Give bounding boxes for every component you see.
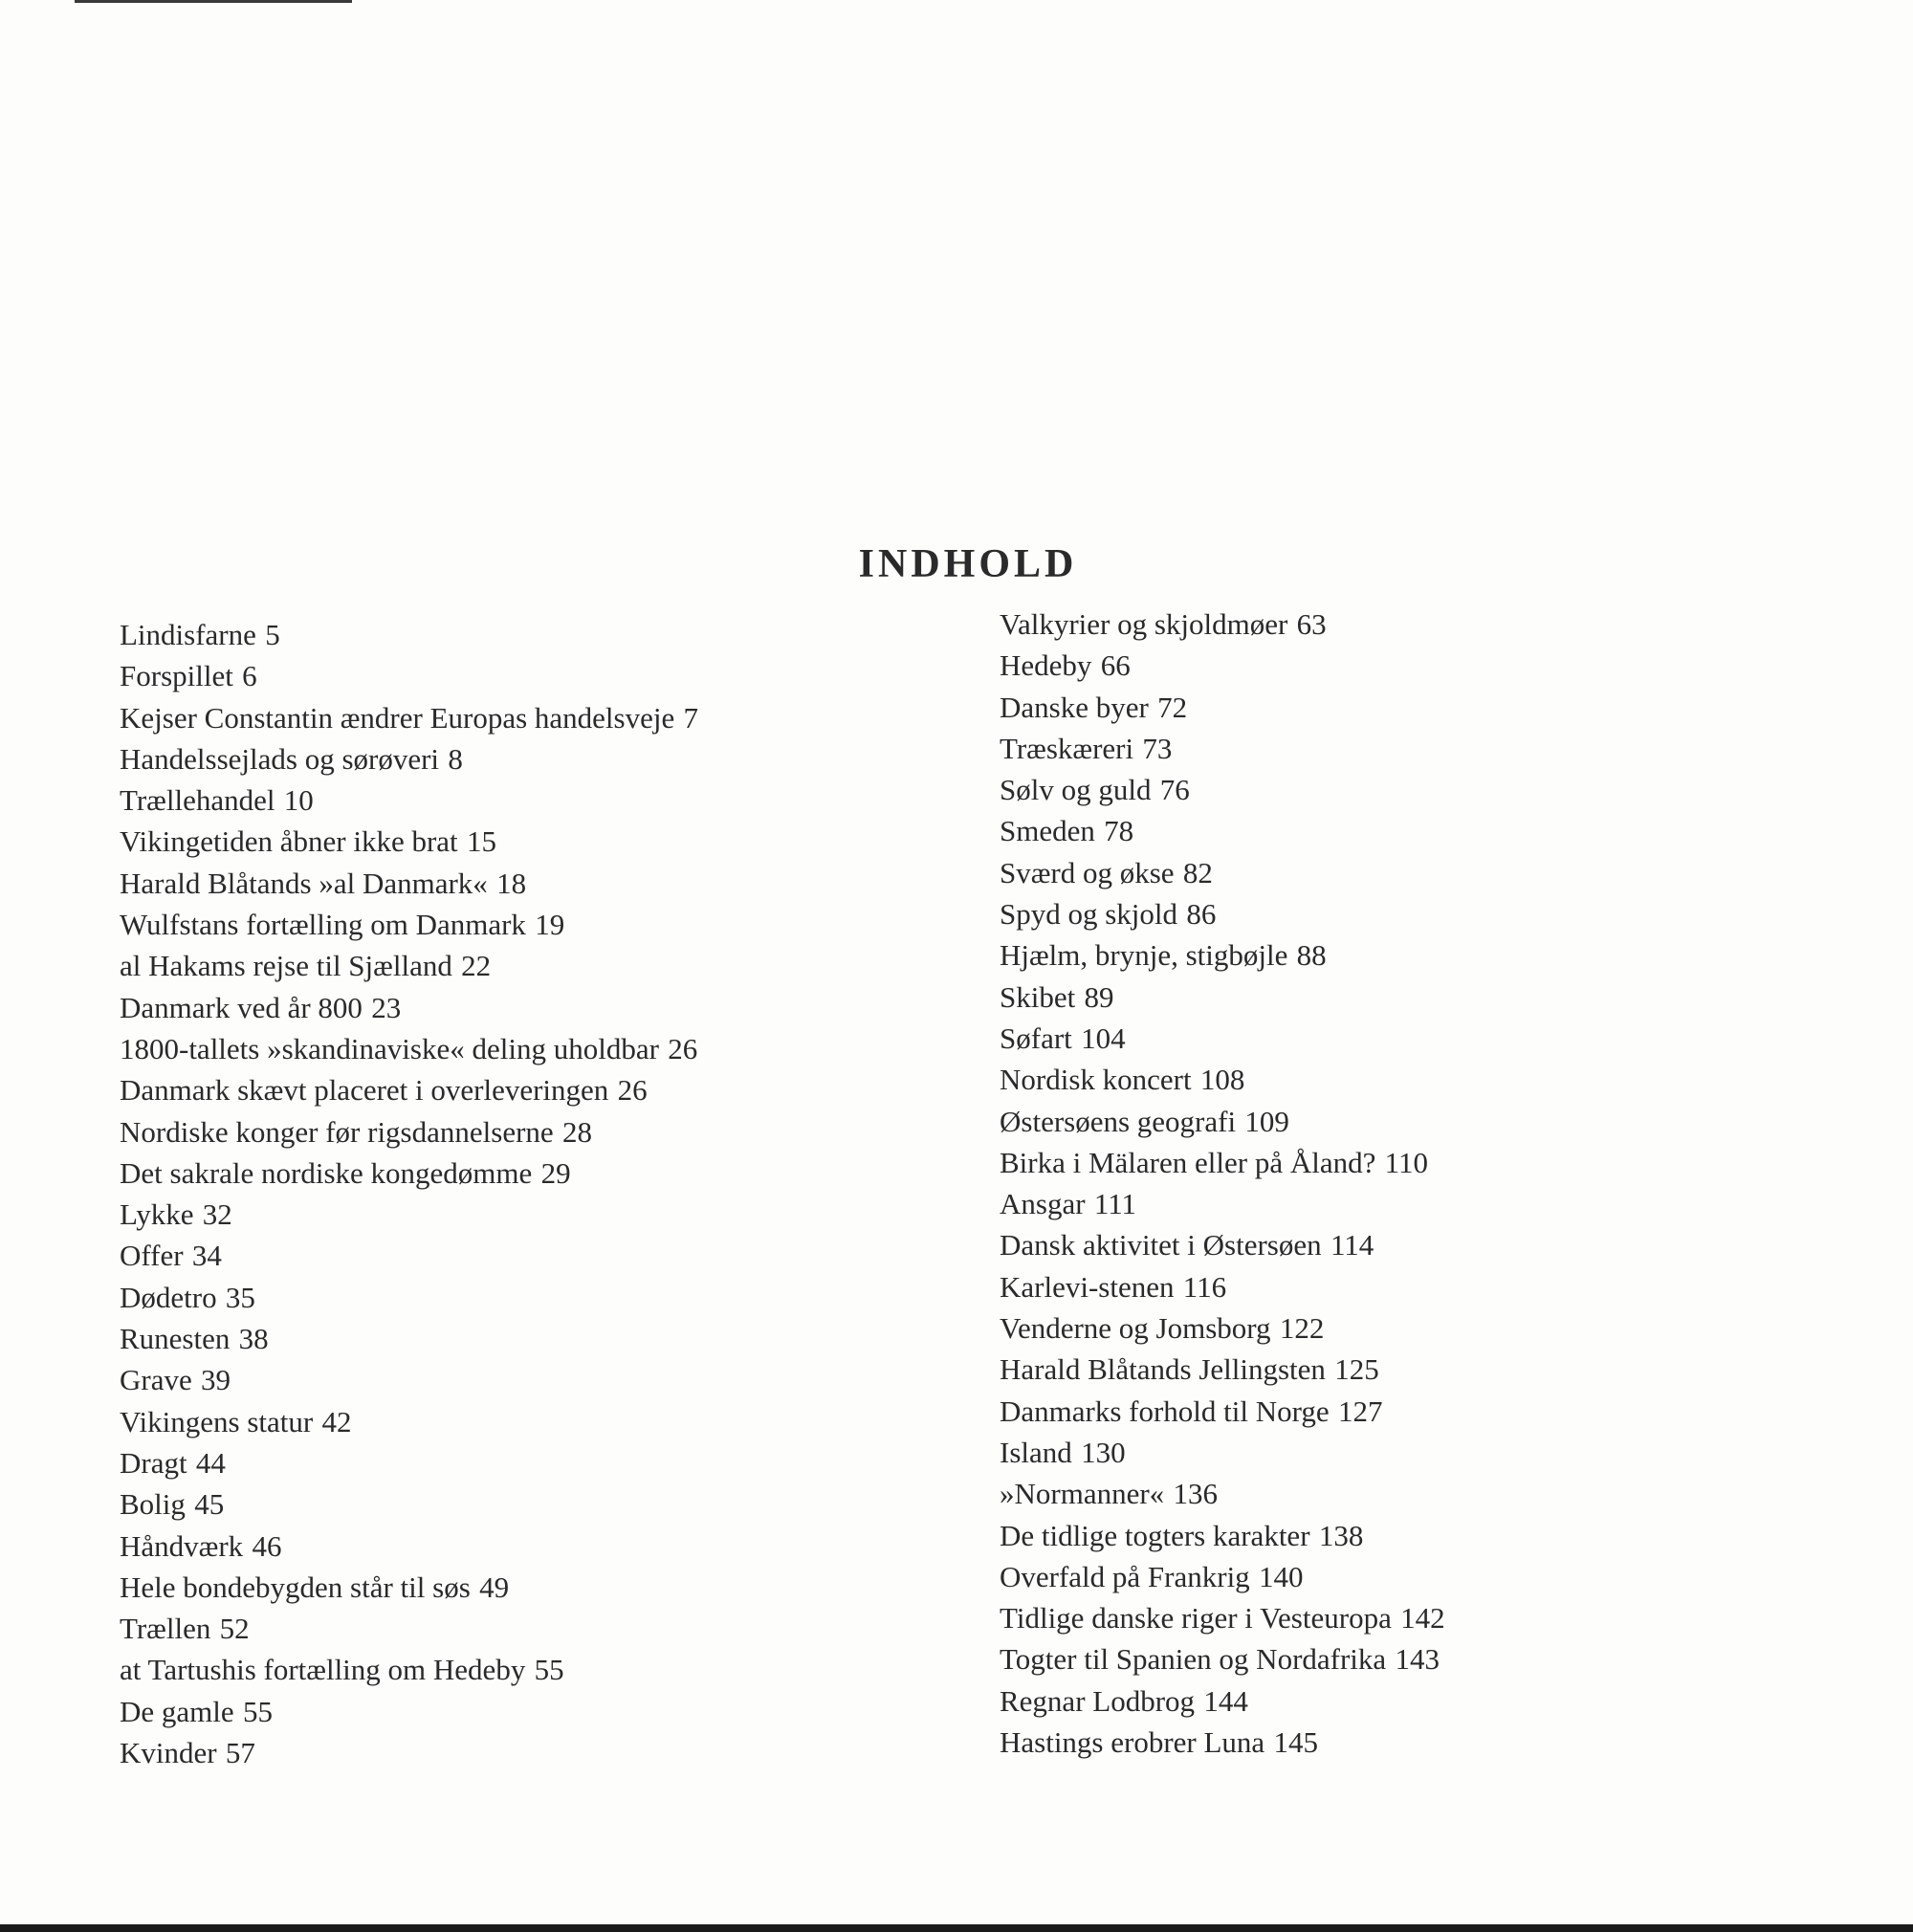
toc-entry [120, 1649, 698, 1690]
toc-entry [1000, 645, 1445, 686]
toc-entry-title: Kvinder [120, 1736, 217, 1770]
toc-entry [1000, 852, 1445, 893]
toc-entry-page: 66 [1100, 648, 1131, 683]
toc-entry [1000, 934, 1445, 976]
toc-entry-title: Danmark ved år 800 [120, 990, 363, 1024]
toc-entry-page: 5 [265, 618, 280, 651]
toc-entry-title: Karlevi-stenen [1000, 1269, 1175, 1304]
toc-entry-title: Lindisfarne [120, 618, 256, 651]
bottom-edge [0, 1924, 1913, 1932]
toc-entry-title: Dødetro [120, 1280, 217, 1314]
toc-entry [120, 1567, 698, 1608]
toc-entry-page: 140 [1258, 1559, 1304, 1593]
toc-entry-page: 29 [540, 1155, 571, 1190]
toc-entry [120, 1028, 698, 1069]
toc-entry-title: Søfart [1000, 1021, 1072, 1055]
toc-entry-page: 136 [1173, 1477, 1218, 1511]
toc-entry-page: 42 [321, 1404, 352, 1438]
toc-entry-title: Hedeby [1000, 648, 1092, 683]
toc-entry-title: Togter til Spanien og Nordafrika [1000, 1642, 1387, 1677]
toc-entry-title: De gamle [120, 1694, 234, 1728]
toc-entry-title: 1800-tallets »skandinaviske« deling uholdbar [120, 1031, 659, 1065]
toc-entry-page: 28 [561, 1114, 592, 1149]
toc-entry [120, 1608, 698, 1649]
toc-entry [120, 1483, 698, 1525]
toc-entry-title: Nordiske konger før rigsdannelserne [120, 1114, 554, 1149]
toc-entry-title: Offer [120, 1239, 184, 1273]
toc-entry-page: 45 [194, 1487, 225, 1522]
toc-column-right [1000, 604, 1445, 1763]
toc-entry-page: 138 [1318, 1518, 1364, 1552]
toc-entry-title: Lykke [120, 1197, 194, 1232]
toc-entry-page: 86 [1186, 897, 1217, 932]
toc-entry-page: 111 [1093, 1187, 1137, 1221]
toc-entry-title: Spyd og skjold [1000, 897, 1178, 932]
toc-entry-title: Dragt [120, 1445, 187, 1480]
toc-entry-title: Harald Blåtands Jellingsten [1000, 1352, 1326, 1387]
toc-entry [1000, 977, 1445, 1018]
toc-entry-page: 78 [1104, 814, 1134, 848]
toc-entry-title: Vikingetiden åbner ikke brat [120, 824, 458, 859]
toc-entry [120, 697, 698, 738]
toc-column-left [120, 614, 698, 1773]
toc-entry-title: Håndværk [120, 1528, 244, 1563]
toc-entry-title: Runesten [120, 1322, 231, 1356]
toc-entry-title: Kejser Constantin ændrer Europas handelsveje [120, 700, 675, 735]
toc-entry [1000, 810, 1445, 851]
toc-entry-page: 88 [1296, 938, 1327, 973]
toc-entry-title: Sølv og guld [1000, 773, 1152, 807]
toc-entry [1000, 1638, 1445, 1680]
toc-entry-page: 55 [242, 1694, 273, 1728]
toc-entry [1000, 1473, 1445, 1514]
toc-entry-title: Danmark skævt placeret i overleveringen [120, 1073, 609, 1108]
toc-entry-page: 109 [1244, 1104, 1289, 1138]
toc-entry-page: 15 [466, 824, 496, 859]
toc-entry-title: De tidlige togters karakter [1000, 1518, 1310, 1552]
toc-entry [120, 779, 698, 821]
toc-entry-title: Valkyrier og skjoldmøer [1000, 607, 1288, 641]
toc-entry-page: 8 [448, 741, 463, 776]
toc-entry [1000, 1307, 1445, 1349]
toc-entry-page: 18 [496, 866, 527, 900]
toc-entry-page: 130 [1081, 1435, 1126, 1469]
toc-entry-page: 35 [225, 1280, 255, 1314]
toc-entry-page: 143 [1395, 1642, 1440, 1677]
toc-entry-title: Smeden [1000, 814, 1095, 848]
toc-entry [120, 1359, 698, 1400]
toc-entry-title: Vikingens statur [120, 1404, 314, 1438]
toc-entry [120, 1318, 698, 1359]
toc-entry [120, 1732, 698, 1773]
toc-entry [1000, 604, 1445, 645]
toc-entry-page: 57 [225, 1736, 255, 1770]
toc-entry-page: 19 [535, 908, 565, 942]
toc-entry-page: 6 [242, 659, 257, 693]
toc-entry [1000, 1018, 1445, 1059]
toc-entry-page: 46 [252, 1528, 282, 1563]
toc-entry [120, 1277, 698, 1318]
toc-entry [120, 738, 698, 779]
toc-entry-title: Wulfstans fortælling om Danmark [120, 908, 526, 942]
toc-entry-title: Danske byer [1000, 690, 1149, 724]
toc-entry [120, 614, 698, 655]
toc-entry [120, 821, 698, 862]
toc-entry-title: Trællehandel [120, 783, 275, 818]
toc-entry-title: Hjælm, brynje, stigbøjle [1000, 938, 1288, 973]
toc-entry [120, 1069, 698, 1110]
toc-entry-title: Handelssejlads og sørøveri [120, 741, 440, 776]
toc-entry-title: al Hakams rejse til Sjælland [120, 949, 452, 983]
toc-entry [1000, 893, 1445, 934]
toc-entry-title: Dansk aktivitet i Østersøen [1000, 1228, 1322, 1262]
toc-entry [1000, 1432, 1445, 1473]
toc-entry-page: 34 [191, 1239, 222, 1273]
toc-entry [1000, 1349, 1445, 1390]
toc-entry [120, 1111, 698, 1153]
toc-entry [1000, 1142, 1445, 1183]
toc-entry [120, 863, 698, 904]
toc-entry-title: at Tartushis fortælling om Hedeby [120, 1653, 526, 1687]
toc-entry-page: 63 [1296, 607, 1327, 641]
toc-entry-page: 55 [534, 1653, 564, 1687]
toc-entry-title: Ansgar [1000, 1187, 1086, 1221]
toc-entry [1000, 1515, 1445, 1556]
toc-entry-page: 89 [1084, 979, 1114, 1014]
toc-entry [1000, 1680, 1445, 1722]
toc-entry-title: Regnar Lodbrog [1000, 1683, 1196, 1718]
toc-entry [1000, 1597, 1445, 1638]
toc-entry-page: 73 [1142, 731, 1173, 765]
toc-entry-title: Island [1000, 1435, 1072, 1469]
toc-entry-page: 32 [202, 1197, 232, 1232]
toc-entry-title: Hele bondebygden står til søs [120, 1570, 471, 1604]
toc-entry-page: 114 [1330, 1228, 1374, 1262]
page-title: INDHOLD [858, 542, 1078, 587]
toc-entry [1000, 1059, 1445, 1100]
toc-entry-page: 7 [683, 700, 699, 735]
toc-entry-page: 10 [283, 783, 314, 818]
toc-entry-title: Birka i Mälaren eller på Åland? [1000, 1145, 1376, 1179]
toc-entry-title: Træskæreri [1000, 731, 1134, 765]
toc-entry [1000, 769, 1445, 810]
toc-entry-page: 127 [1337, 1394, 1383, 1428]
toc-entry-title: Danmarks forhold til Norge [1000, 1394, 1330, 1428]
toc-entry-page: 44 [195, 1445, 226, 1480]
toc-entry [120, 1526, 698, 1567]
toc-entry-title: Forspillet [120, 659, 233, 693]
toc-entry-page: 144 [1203, 1683, 1248, 1718]
toc-entry-title: Overfald på Frankrig [1000, 1559, 1250, 1593]
toc-entry [1000, 687, 1445, 728]
toc-entry [120, 1235, 698, 1276]
toc-entry-title: Østersøens geografi [1000, 1104, 1237, 1138]
toc-entry-page: 38 [238, 1322, 269, 1356]
toc-entry-title: Skibet [1000, 979, 1076, 1014]
top-rule [75, 0, 352, 3]
toc-entry [120, 1194, 698, 1235]
toc-entry-title: Harald Blåtands »al Danmark« [120, 866, 488, 900]
toc-entry [1000, 1101, 1445, 1142]
toc-entry [1000, 1722, 1445, 1763]
toc-entry-page: 52 [219, 1612, 250, 1646]
toc-entry-page: 110 [1384, 1145, 1429, 1179]
toc-entry [120, 987, 698, 1028]
toc-entry [1000, 1266, 1445, 1307]
toc-entry [120, 1442, 698, 1483]
toc-entry [1000, 1391, 1445, 1432]
toc-entry-page: 23 [371, 990, 402, 1024]
toc-entry [120, 945, 698, 986]
toc-entry-title: Det sakrale nordiske kongedømme [120, 1155, 533, 1190]
toc-entry-page: 116 [1182, 1269, 1227, 1304]
toc-entry-page: 125 [1334, 1352, 1379, 1387]
toc-entry-title: Hastings erobrer Luna [1000, 1725, 1265, 1760]
toc-entry-page: 145 [1273, 1725, 1318, 1760]
toc-entry [1000, 1224, 1445, 1265]
toc-entry [1000, 728, 1445, 769]
toc-entry-page: 26 [617, 1073, 648, 1108]
toc-entry-title: Tidlige danske riger i Vesteuropa [1000, 1601, 1392, 1636]
toc-entry-page: 26 [668, 1031, 698, 1065]
toc-entry-page: 82 [1182, 855, 1213, 889]
toc-entry-title: Grave [120, 1363, 192, 1397]
toc-entry-page: 108 [1199, 1063, 1245, 1097]
toc-entry [120, 1401, 698, 1442]
toc-entry [120, 655, 698, 696]
toc-entry-title: Trællen [120, 1612, 211, 1646]
toc-entry [120, 1691, 698, 1732]
toc-entry-title: Venderne og Jomsborg [1000, 1311, 1271, 1346]
toc-entry [1000, 1183, 1445, 1224]
toc-entry [1000, 1556, 1445, 1597]
toc-entry [120, 1153, 698, 1194]
toc-entry-title: Nordisk koncert [1000, 1063, 1192, 1097]
toc-entry-page: 22 [461, 949, 492, 983]
toc-entry-page: 72 [1157, 690, 1188, 724]
toc-entry-page: 122 [1279, 1311, 1325, 1346]
toc-entry-title: Bolig [120, 1487, 186, 1522]
toc-entry-title: »Normanner« [1000, 1477, 1165, 1511]
toc-entry-page: 76 [1159, 773, 1190, 807]
toc-entry-title: Sværd og økse [1000, 855, 1175, 889]
toc-entry-page: 104 [1081, 1021, 1126, 1055]
toc-entry-page: 142 [1400, 1601, 1445, 1636]
toc-entry-page: 39 [201, 1363, 231, 1397]
toc-entry-page: 49 [479, 1570, 510, 1604]
toc-entry [120, 904, 698, 945]
